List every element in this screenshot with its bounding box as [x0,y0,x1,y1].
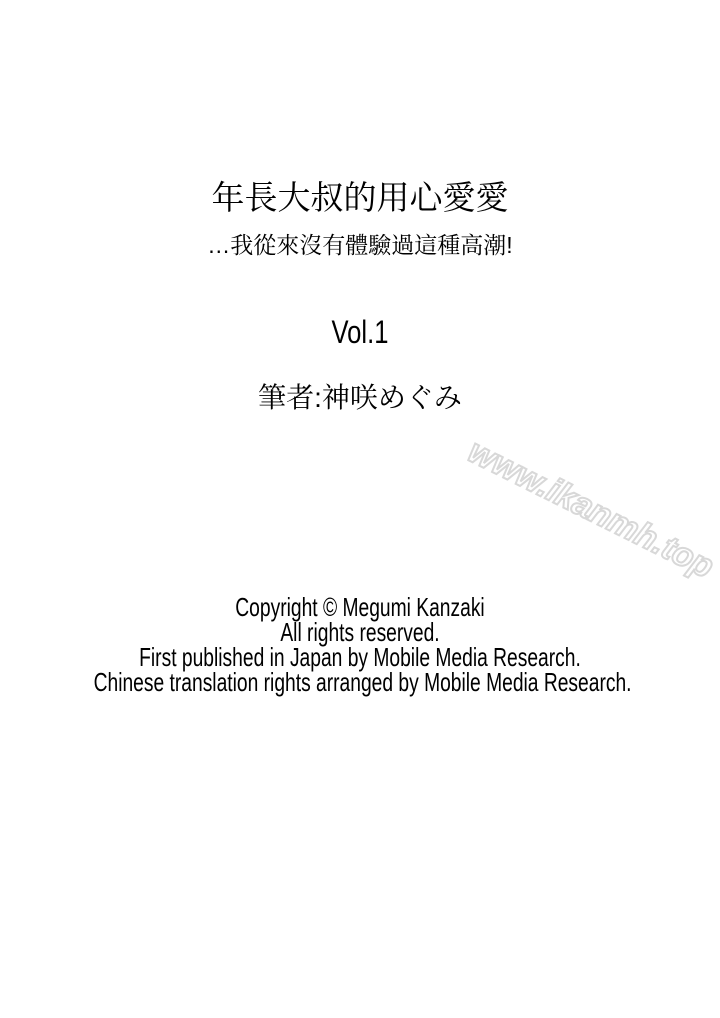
site-watermark: www.ikanmh.top [462,432,720,586]
author-line: 筆者:神咲めぐみ [258,382,462,413]
translation-rights-line: Chinese translation rights arranged by Mobile Media Research. [93,667,632,697]
copyright-block [93,592,632,697]
volume-label: Vol.1 [331,314,389,350]
book-subtitle: …我從來沒有體驗過這種高潮! [207,232,513,258]
book-title: 年長大叔的用心愛愛 [211,179,509,216]
rights-reserved-line: All rights reserved. [280,617,440,647]
copyright-line: Copyright © Megumi Kanzaki [235,592,485,622]
first-published-line: First published in Japan by Mobile Media Research. [139,642,581,672]
